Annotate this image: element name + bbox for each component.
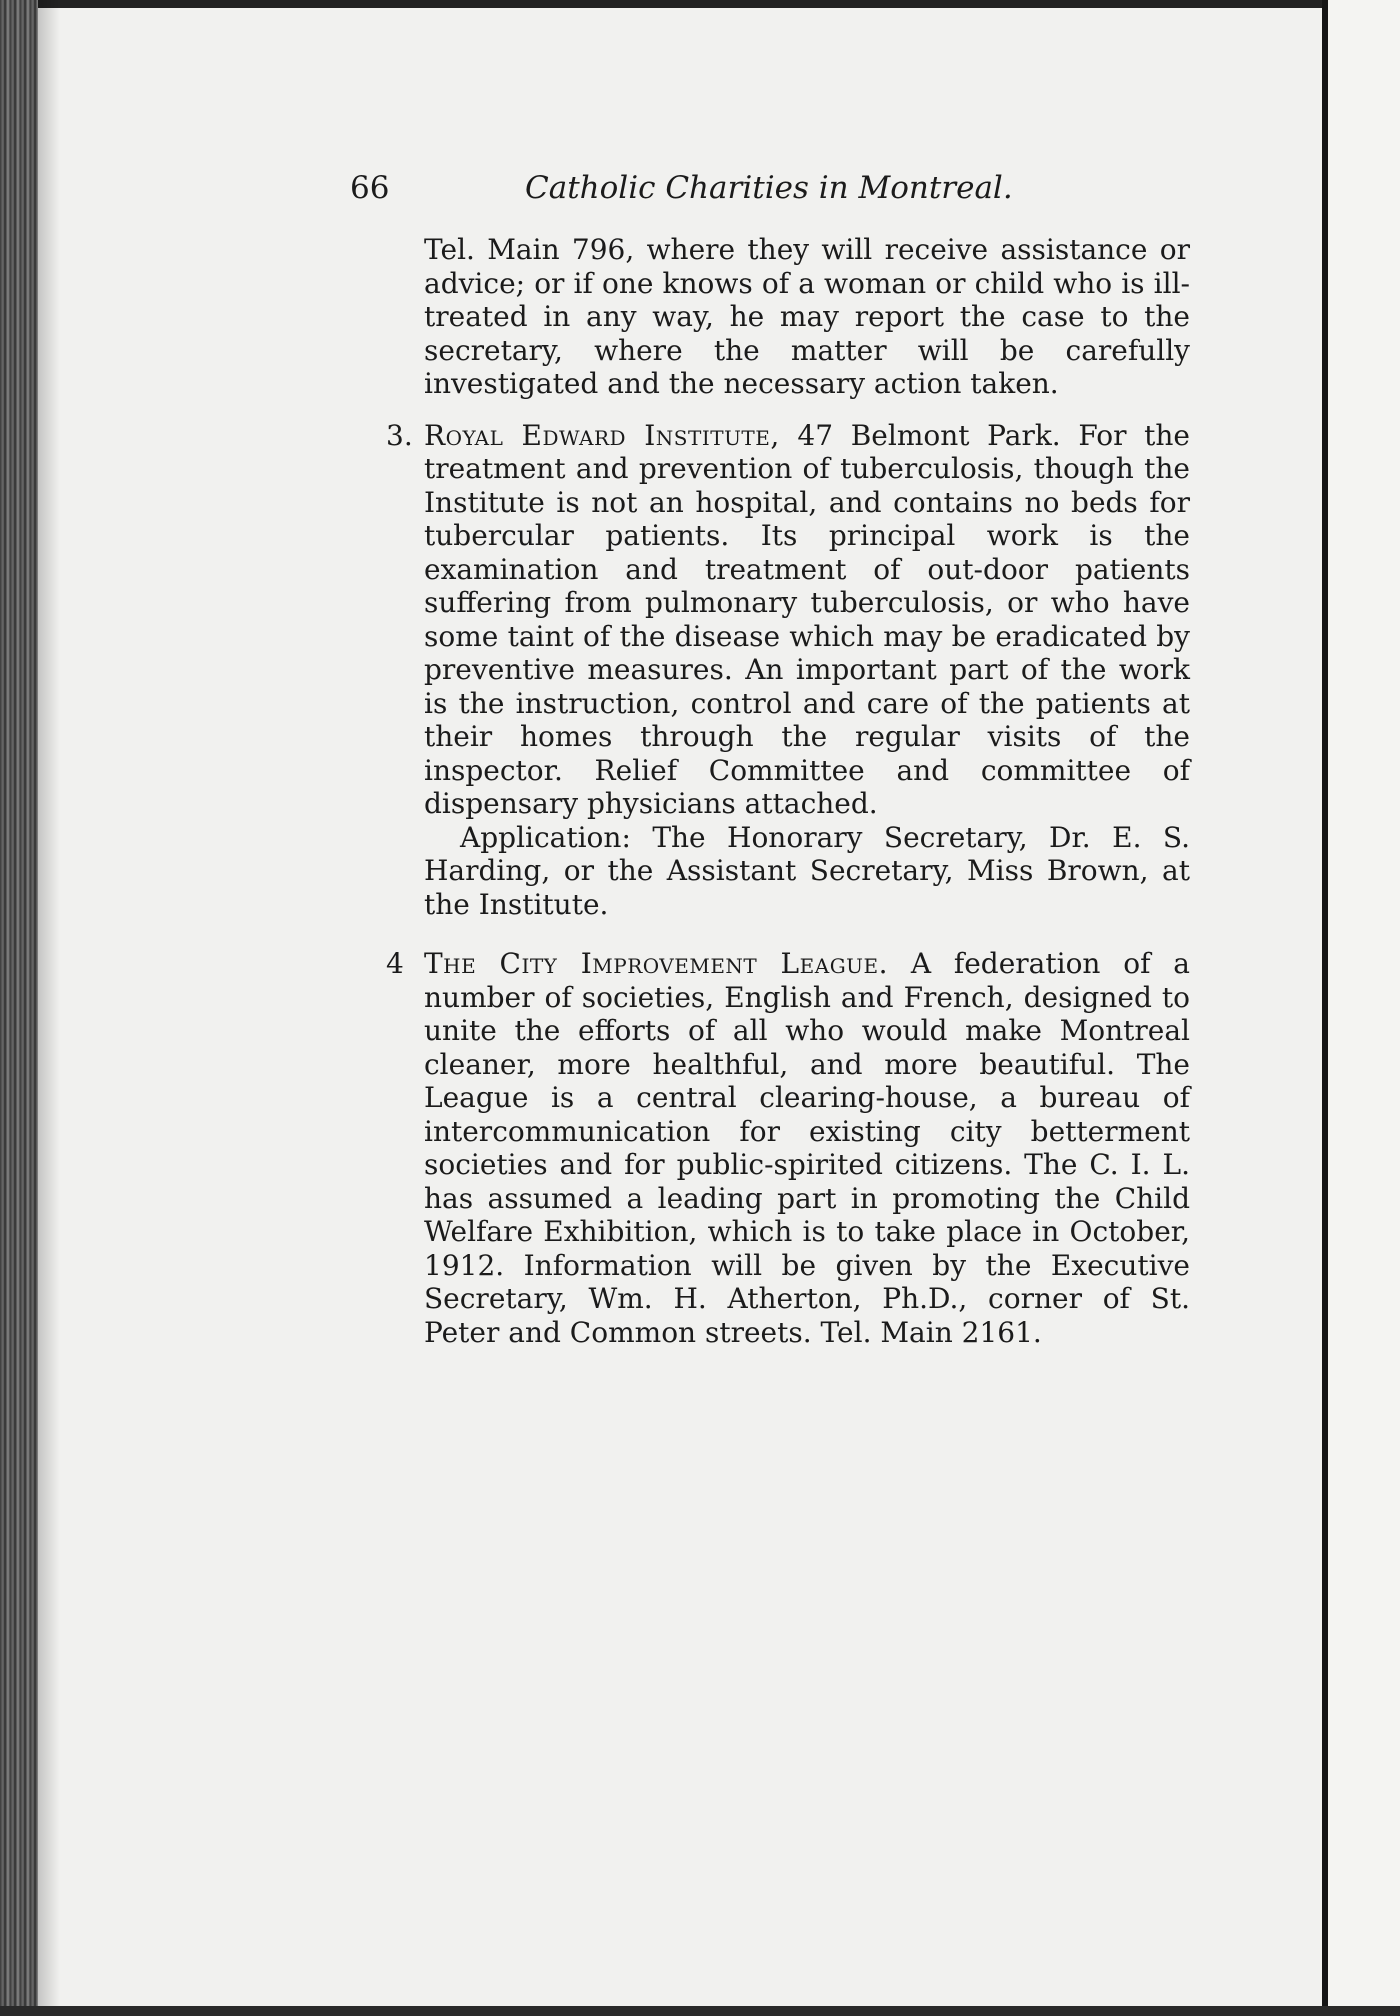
entry-number: 3.	[386, 418, 413, 452]
entry-text: A federation of a number of societies, English and French, designed to unite the efforts of all who would make Montreal cleaner, more healthful, and more beautiful. The League is a central clearing-house, a bureau of intercommunication for existing city betterment societies and for public-spirited citizens. The C. I. L. has assumed a leading part in promoting the Child Welfare Exhibition, which is to take place in October, 1912. Information will be given by the Executive Secretary, Wm. H. Atherton, Ph.D., corner of St. Peter and Common streets. Tel. Main 2161.	[424, 947, 1190, 1349]
entry-number: 4	[386, 947, 404, 980]
spine-shadow	[38, 0, 60, 2016]
book-spine	[0, 0, 38, 2016]
facing-page-strip	[1328, 0, 1400, 2016]
continuation-paragraph: Tel. Main 796, where they will receive assistance or advice; or if one knows of a woman or child who is ill-treated in any way, he may report the case to the secretary, where the matter will be carefully investigated and the necessary action taken.	[424, 233, 1190, 400]
entry-name: Royal Edward Institute,	[424, 418, 780, 452]
page-number: 66	[350, 170, 390, 206]
entry-text: 47 Belmont Park. For the treatment and prevention of tuberculosis, though the Institute is not an hospital, and contains no beds for tubercular patients. Its principal work is the examination and treatment of out-door patients suffering from pulmonary tuberculosis, or who have some taint of the disease which may be eradicated by preventive measures. An important part of the work is the instruction, control and care of the patients at their homes through the regular visits of the inspector. Relief Committee and committee of dispensary physicians attached.	[424, 418, 1191, 820]
running-title: Catholic Charities in Montreal.	[525, 170, 1013, 206]
entry-city-improvement-league	[386, 947, 1190, 1349]
scan-bottom-edge	[0, 2006, 1400, 2016]
entry-name: The City Improvement League.	[424, 947, 889, 980]
page-body	[386, 233, 1191, 1349]
entry-paragraph	[424, 419, 1190, 821]
scan-top-edge	[0, 0, 1400, 8]
entry-royal-edward-institute	[386, 418, 1191, 922]
application-paragraph: Application: The Honorary Secretary, Dr. E. S. Harding, or the Assistant Secretary, Miss Brown, at the Institute.	[424, 820, 1190, 921]
entry-paragraph	[424, 947, 1190, 1349]
page-header	[350, 160, 1060, 210]
